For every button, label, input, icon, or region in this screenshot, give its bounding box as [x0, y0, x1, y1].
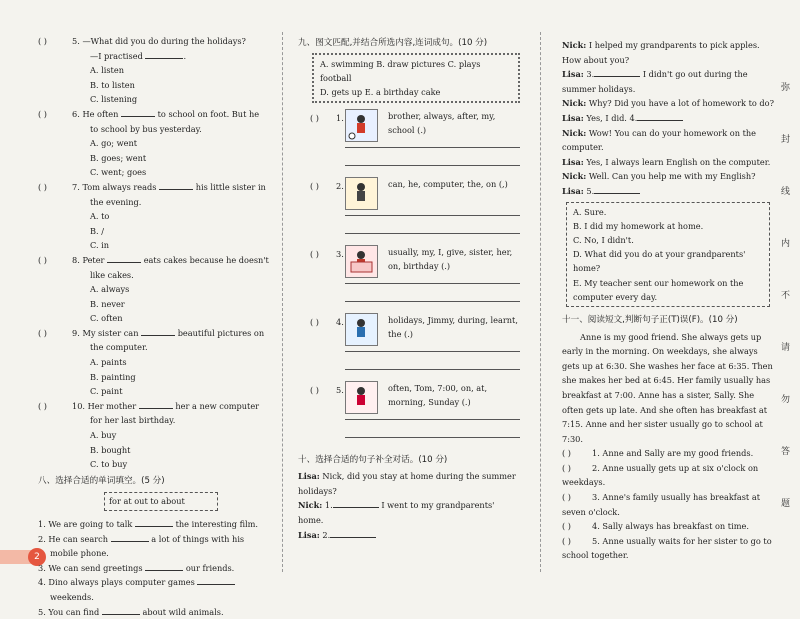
question-text: beautiful pictures on	[177, 327, 265, 338]
answer-paren[interactable]: ( )	[310, 180, 319, 191]
dialogue-part-1	[298, 469, 520, 542]
illustration-graphic	[346, 314, 377, 345]
true-false-list	[562, 446, 774, 563]
dialogue-line	[562, 38, 774, 67]
picture-item	[298, 381, 520, 449]
sidebar-char: 勿	[781, 395, 791, 405]
item-text: mobile phone.	[50, 548, 109, 559]
answer-blank[interactable]	[141, 335, 175, 336]
dialogue-line	[562, 111, 774, 126]
dialogue-text: Yes, I did.	[586, 112, 627, 123]
speaker: Nick:	[562, 40, 587, 50]
answer-line[interactable]	[345, 165, 520, 166]
fill-blank-item	[38, 517, 270, 532]
question-text: —What did you do during the holidays?	[82, 36, 246, 46]
speaker: Lisa:	[562, 156, 584, 167]
question-stem-cont	[38, 122, 270, 137]
answer-blank[interactable]	[107, 262, 141, 263]
answer-paren[interactable]: ( )	[562, 492, 571, 503]
speaker: Lisa:	[298, 471, 320, 482]
section-10-title: 十、选择合适的句子补全对话。(10 分)	[298, 454, 448, 465]
answer-paren[interactable]: ( )	[310, 384, 319, 395]
dialogue-line	[562, 67, 774, 96]
option-a[interactable]: A. listen	[90, 65, 124, 76]
answer-option: D. What did you do at your grandparents' home?	[573, 249, 746, 274]
sidebar-char: 请	[781, 343, 791, 353]
option-a[interactable]: A. to	[90, 211, 110, 222]
item-text: weekends.	[50, 591, 94, 602]
answer-paren[interactable]: ( )	[562, 535, 571, 546]
answer-paren[interactable]: ( )	[562, 521, 571, 532]
tf-item	[562, 446, 774, 461]
question-text: .	[183, 50, 187, 61]
answer-blank[interactable]	[159, 189, 193, 190]
column-right	[562, 38, 774, 563]
question-text: Her mother	[87, 400, 137, 411]
speaker: Nick:	[298, 500, 323, 511]
option-line: A. swimming B. draw pictures C. plays football	[320, 58, 481, 83]
speaker: Nick:	[562, 171, 587, 182]
speaker: Lisa:	[562, 112, 584, 123]
dialogue-line	[562, 155, 774, 170]
sidebar-char: 题	[781, 499, 791, 509]
question-number: 7	[72, 181, 78, 192]
fill-blank-item	[38, 575, 270, 590]
question-stem-cont	[38, 49, 270, 64]
option-b[interactable]: B. bought	[90, 444, 131, 455]
fill-blank-item-cont	[38, 590, 270, 605]
answer-line[interactable]	[345, 283, 520, 284]
sidebar-char: 不	[781, 291, 791, 301]
options-row	[38, 63, 270, 92]
options-row	[38, 238, 270, 253]
dialogue-text: I helped my grandparents to pick apples. How about you?	[562, 40, 760, 65]
question-number: 5	[72, 36, 78, 46]
question-stem: ( ) 8. Peter eats cakes because he doesn't	[38, 253, 270, 268]
answer-paren[interactable]: ( )	[38, 108, 47, 119]
picture-item	[298, 245, 520, 313]
fill-blank-list	[38, 517, 270, 619]
scene-illustration	[345, 245, 378, 278]
option-a[interactable]: A. buy	[90, 430, 117, 441]
answer-paren[interactable]: ( )	[310, 248, 319, 259]
answer-blank[interactable]	[139, 408, 173, 409]
sidebar-char: 答	[781, 447, 791, 457]
item-text: 1. We are going to talk	[38, 519, 133, 529]
question-stem-cont	[38, 340, 270, 355]
section-11-title: 十一、阅读短文,判断句子正(T)误(F)。(10 分)	[562, 314, 738, 325]
options-row	[38, 282, 270, 311]
sidebar-char: 弥	[781, 83, 791, 93]
word-box: for at out to about	[104, 492, 218, 511]
question-text: He often	[82, 108, 119, 119]
item-text: our friends.	[185, 562, 235, 573]
question-text: the computer.	[90, 342, 148, 353]
options-row	[38, 311, 270, 326]
blank-number: 1.	[324, 500, 333, 511]
question-number: 6	[72, 108, 78, 119]
question-stem: ( ) 10. Her mother her a new computer	[38, 399, 270, 414]
answer-blank[interactable]	[594, 76, 640, 77]
options-row	[38, 92, 270, 107]
column-divider	[282, 32, 283, 572]
question-number: 9	[72, 327, 78, 338]
question-text: —I practised	[90, 50, 143, 61]
answer-line[interactable]	[345, 369, 520, 370]
question-text: Tom always reads	[82, 181, 157, 192]
option-c[interactable]: C. often	[90, 313, 123, 324]
answer-line[interactable]	[345, 351, 520, 352]
tf-item	[562, 490, 774, 519]
scene-illustration	[345, 381, 378, 414]
illustration-graphic	[346, 110, 377, 141]
picture-item	[298, 313, 520, 381]
option-b[interactable]: B. painting	[90, 371, 136, 382]
question-stem: ( ) 7. Tom always reads his little sister in	[38, 180, 270, 195]
item-number: 3.	[336, 248, 344, 259]
item-text: 5. You can find	[38, 606, 100, 617]
answer-paren[interactable]: ( )	[310, 316, 319, 327]
item-number: 5.	[336, 384, 344, 395]
options-row	[38, 209, 270, 238]
answer-blank[interactable]	[111, 541, 149, 542]
tf-item	[562, 519, 774, 534]
question-number: 10	[72, 400, 83, 411]
multiple-choice-list	[38, 34, 270, 472]
question-stem-cont	[38, 195, 270, 210]
question-text: to school by bus yesterday.	[90, 123, 202, 134]
option-b[interactable]: B. /	[90, 225, 104, 236]
question-number: 8	[72, 254, 78, 265]
question-text: for her last birthday.	[90, 415, 176, 426]
tf-statement: 5. Anne usually waits for her sister to go to school together.	[562, 535, 772, 561]
item-text: 4. Dino always plays computer games	[38, 577, 195, 588]
blank-number: 3.	[586, 69, 595, 80]
dialogue-line	[298, 498, 520, 527]
answer-line[interactable]	[345, 301, 520, 302]
answer-blank[interactable]	[330, 537, 376, 538]
scene-illustration	[345, 177, 378, 210]
picture-option-box	[312, 53, 520, 103]
blank-number: 5.	[586, 185, 595, 196]
item-text: 3. We can send greetings	[38, 562, 143, 573]
tf-statement: 3. Anne's family usually has breakfast at seven o'clock.	[562, 492, 760, 517]
sidebar-char: 线	[781, 187, 791, 197]
question-text: My sister can	[82, 327, 139, 338]
question-item	[38, 253, 270, 326]
question-text: the evening.	[90, 196, 142, 207]
dialogue-text: Why? Did you have a lot of homework to do?	[588, 98, 774, 109]
question-item	[38, 326, 270, 399]
options-row	[38, 384, 270, 399]
answer-blank[interactable]	[135, 526, 173, 527]
scrambled-words: often, Tom, 7:00, on, at, morning, Sunday (.)	[388, 382, 488, 408]
dialogue-line	[562, 184, 774, 199]
options-row	[38, 136, 270, 165]
options-row	[38, 165, 270, 180]
tf-item	[562, 461, 774, 490]
dialogue-text: Wow! You can do your homework on the computer.	[562, 127, 756, 153]
dialogue-line	[298, 469, 520, 498]
answer-paren[interactable]: ( )	[38, 327, 47, 338]
option-b[interactable]: B. never	[90, 298, 125, 309]
column-left	[38, 34, 270, 619]
answer-paren[interactable]: ( )	[38, 36, 47, 46]
answer-paren[interactable]: ( )	[38, 400, 47, 411]
sidebar-char: 封	[781, 135, 791, 145]
answer-line[interactable]	[345, 419, 520, 420]
reading-passage	[562, 330, 774, 447]
fill-blank-item	[38, 532, 270, 547]
option-line: D. gets up E. a birthday cake	[320, 86, 441, 97]
answer-blank[interactable]	[637, 120, 683, 121]
dialogue-text: I went to my grandparents' home.	[298, 500, 495, 525]
item-text: 2. He can search	[38, 533, 109, 544]
option-a[interactable]: A. paints	[90, 357, 127, 368]
scene-illustration	[345, 109, 378, 142]
item-text: about wild animals.	[142, 606, 224, 617]
page-number: 2	[28, 548, 46, 566]
question-item	[38, 399, 270, 472]
tf-statement: 4. Sally always has breakfast on time.	[592, 521, 749, 532]
speaker: Lisa:	[562, 69, 584, 80]
answer-paren[interactable]: ( )	[562, 462, 571, 473]
option-b[interactable]: B. to listen	[90, 79, 135, 90]
illustration-graphic	[346, 382, 377, 413]
answer-blank[interactable]	[197, 584, 235, 585]
speaker: Lisa:	[562, 185, 584, 196]
scrambled-words: brother, always, after, my, school (.)	[388, 110, 496, 136]
answer-option: A. Sure.	[573, 206, 607, 217]
question-stem: ( ) 9. My sister can beautiful pictures on	[38, 326, 270, 341]
scrambled-words: holidays, Jimmy, during, learnt, the (.)	[388, 314, 518, 340]
option-c[interactable]: C. listening	[90, 94, 138, 105]
passage-text: Anne is my good friend. She always gets up early in the morning. On weekdays, she always gets up at 6:30. She washes her face at 6:35. Then she makes her bed at 6:45. Her family usually has breakfast at 7:00. Anne has a sister, Sally. She often gets up late. And she often has breakfast at 7:15. Anne and her sister usually go to school at 7:30.	[562, 331, 773, 444]
option-a[interactable]: A. always	[90, 284, 130, 295]
dialogue-text: Yes, I always learn English on the computer.	[586, 156, 771, 167]
tf-statement: 1. Anne and Sally are my good friends.	[592, 448, 754, 459]
option-c[interactable]: C. paint	[90, 386, 123, 397]
item-number: 2.	[336, 180, 344, 191]
dialogue-line	[562, 169, 774, 184]
question-text: to school on foot. But he	[157, 108, 260, 119]
option-a[interactable]: A. go; went	[90, 138, 138, 149]
picture-item	[298, 177, 520, 245]
answer-option: B. I did my homework at home.	[573, 220, 704, 231]
dialogue-part-2	[562, 38, 774, 199]
item-text: a lot of things with his	[151, 533, 245, 544]
illustration-graphic	[346, 246, 377, 277]
fill-blank-item	[38, 605, 270, 619]
option-c[interactable]: C. to buy	[90, 459, 128, 470]
dialogue-line	[562, 96, 774, 111]
question-text: Peter	[82, 254, 105, 265]
column-divider	[540, 32, 541, 572]
dialogue-text: Well. Can you help me with my English?	[588, 171, 756, 182]
option-c[interactable]: C. went; goes	[90, 167, 147, 178]
tf-statement: 2. Anne usually gets up at six o'clock on weekdays.	[562, 462, 759, 488]
dialogue-line	[298, 528, 520, 543]
illustration-graphic	[346, 178, 377, 209]
dialogue-text: I didn't go out during the summer holidays.	[562, 69, 748, 94]
answer-line[interactable]	[345, 437, 520, 438]
question-item	[38, 107, 270, 180]
question-text: eats cakes because he doesn't	[143, 254, 269, 265]
options-row	[38, 355, 270, 384]
item-number: 4.	[336, 316, 344, 327]
blank-number: 4.	[629, 112, 638, 123]
answer-blank[interactable]	[594, 193, 640, 194]
options-row	[38, 457, 270, 472]
question-text: her a new computer	[175, 400, 260, 411]
answer-blank[interactable]	[333, 507, 379, 508]
question-text: like cakes.	[90, 269, 134, 280]
column-middle	[298, 34, 520, 542]
answer-line[interactable]	[345, 147, 520, 148]
sidebar-char: 内	[781, 239, 791, 249]
options-row	[38, 428, 270, 457]
question-item	[38, 34, 270, 107]
answer-option: C. No, I didn't.	[573, 234, 634, 245]
question-stem-cont	[38, 268, 270, 283]
section-9-title: 九、图文匹配,并结合所选内容,连词成句。(10 分)	[298, 38, 488, 48]
scrambled-words: can, he, computer, the, on (,)	[388, 178, 508, 189]
option-c[interactable]: C. in	[90, 240, 110, 251]
question-stem-cont	[38, 413, 270, 428]
tf-item	[562, 534, 774, 563]
scrambled-words: usually, my, I, give, sister, her, on, birthday (.)	[388, 246, 513, 272]
dialogue-text: Nick, did you stay at home during the summer holidays?	[298, 471, 516, 496]
dialogue-line	[562, 126, 774, 155]
answer-paren[interactable]: ( )	[310, 112, 319, 123]
answer-option-box	[566, 202, 770, 307]
speaker: Nick:	[562, 98, 587, 109]
answer-blank[interactable]	[121, 116, 155, 117]
answer-line[interactable]	[345, 215, 520, 216]
fill-blank-item-cont	[38, 546, 270, 561]
scene-illustration	[345, 313, 378, 346]
item-number: 1.	[336, 112, 344, 123]
picture-match-list	[298, 109, 520, 449]
answer-blank[interactable]	[102, 614, 140, 615]
blank-number: 2.	[322, 529, 331, 540]
answer-paren[interactable]: ( )	[38, 254, 47, 265]
picture-item	[298, 109, 520, 177]
question-item	[38, 180, 270, 253]
speaker: Nick:	[562, 127, 587, 138]
question-text: his little sister in	[195, 181, 266, 192]
answer-line[interactable]	[345, 233, 520, 234]
fill-blank-item	[38, 561, 270, 576]
item-text: the interesting film.	[175, 519, 259, 529]
answer-blank[interactable]	[145, 58, 183, 59]
answer-option: E. My teacher sent our homework on the computer every day.	[573, 277, 744, 302]
answer-blank[interactable]	[145, 570, 183, 571]
answer-paren[interactable]: ( )	[562, 448, 571, 459]
question-stem: ( ) 6. He often to school on foot. But he	[38, 107, 270, 122]
answer-paren[interactable]: ( )	[38, 181, 47, 192]
section-8-title: 八、选择合适的单词填空。(5 分)	[38, 475, 165, 486]
option-b[interactable]: B. goes; went	[90, 152, 147, 163]
question-stem: ( ) 5. —What did you do during the holidays?	[38, 34, 270, 49]
speaker: Lisa:	[298, 529, 320, 540]
